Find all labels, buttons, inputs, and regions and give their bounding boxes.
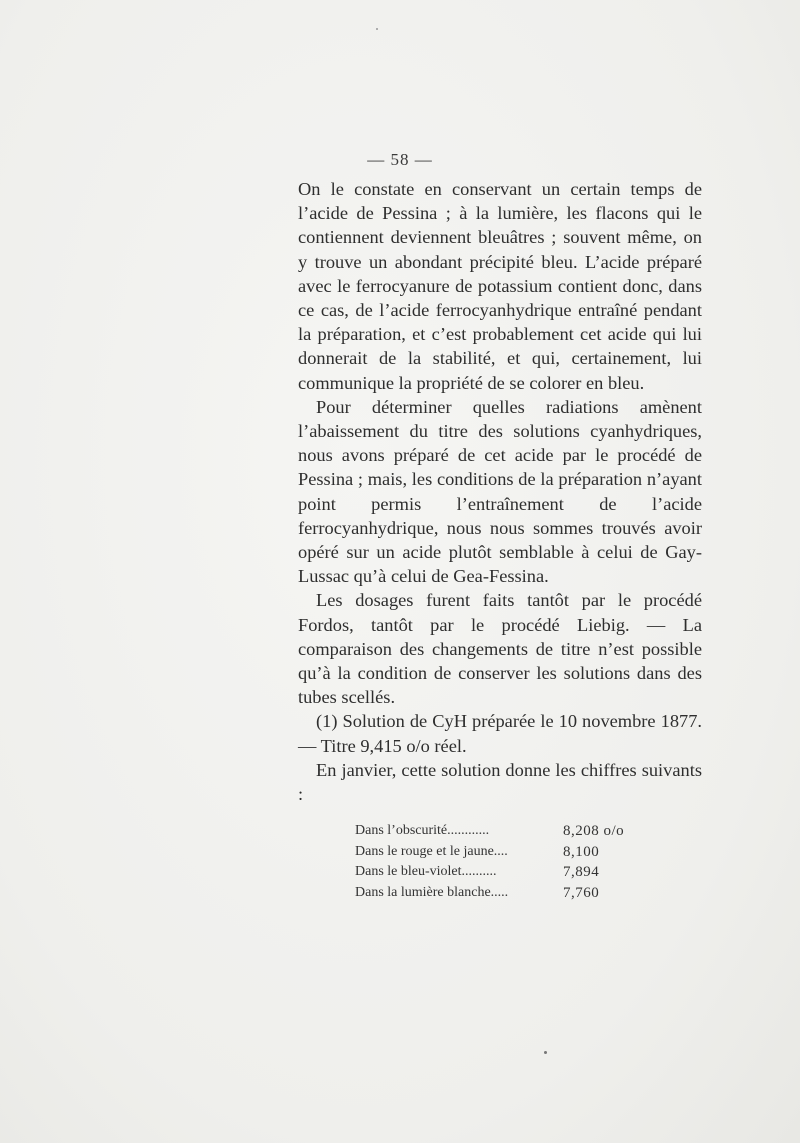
table-row bbox=[355, 842, 655, 863]
table-row bbox=[355, 821, 655, 842]
row-label: Dans le bleu-violet.......... bbox=[355, 864, 497, 879]
row-value: 7,760 bbox=[563, 884, 600, 901]
paragraph-2: Pour déterminer quelles radiations amènent l’abaissement du titre des solutions cyanhydriques, nous avons préparé de cet acide par le procédé de Pessina ; mais, les conditions de la préparation n’ayant point permis l’entraînement de l’acide ferrocyanhydrique, nous nous sommes trouvés avoir opéré sur un acide plutôt semblable à celui de Gay-Lussac qu’à celui de Gea-Fessina. bbox=[298, 396, 702, 587]
row-label: Dans l’obscurité............ bbox=[355, 823, 490, 838]
paper-speck bbox=[376, 28, 378, 30]
body-text bbox=[298, 177, 702, 806]
paragraph-3: Les dosages furent faits tantôt par le procédé Fordos, tantôt par le procédé Liebig. — La comparaison des changements de titre n’est possible qu’à la condition de conserver les solutions dans des tubes scellés. bbox=[298, 590, 702, 708]
row-value: 8,100 bbox=[563, 843, 600, 860]
page-number: — 58 — bbox=[367, 150, 433, 169]
results-table bbox=[355, 821, 655, 903]
table-row bbox=[355, 883, 655, 904]
paper-speck bbox=[544, 1051, 547, 1054]
row-value: 7,894 bbox=[563, 864, 600, 880]
paragraph-5: En janvier, cette solution donne les chiffres suivants : bbox=[298, 759, 702, 805]
paragraph-1: On le constate en conservant un certain temps de l’acide de Pessina ; à la lumière, les flacons qui le contiennent deviennent bleuâtres ; souvent même, on y trouve un abondant précipité bleu. L’acide préparé avec le ferrocyanure de potassium contient donc, dans ce cas, de l’acide ferrocyanhydrique entraîné pendant la préparation, et c’est probablement cet acide qui lui donnerait de la stabilité, et qui, certainement, lui communique la propriété de se colorer en bleu. bbox=[298, 179, 702, 393]
row-label: Dans la lumière blanche..... bbox=[355, 884, 509, 900]
table-row bbox=[355, 862, 655, 883]
row-value: 8,208 o/o bbox=[563, 823, 625, 839]
paragraph-4: (1) Solution de CyH préparée le 10 novembre 1877. — Titre 9,415 o/o réel. bbox=[298, 711, 702, 756]
row-label: Dans le rouge et le jaune.... bbox=[355, 843, 508, 859]
